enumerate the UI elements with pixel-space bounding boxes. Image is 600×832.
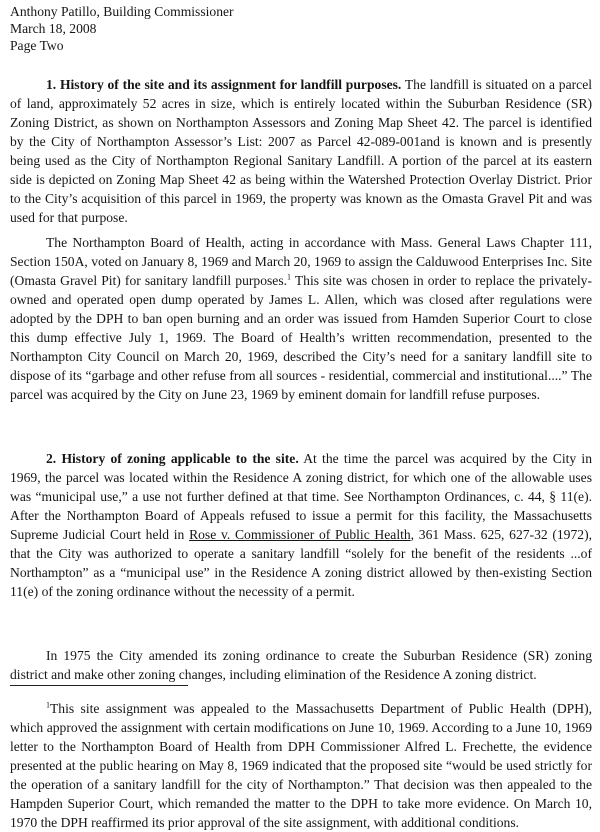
board-of-health-body-b: This site was chosen in order to replace the privately-owned and operated open dump operated by James L. Allen, which was closed after regulations were adopted by the DPH to ban open burning and an order was issued from Hamden Superior Court to close this dump effective July 1, 1969. The Board of Health’s written recommendation, presented to the Northampton City Council on March 20, 1969, described the City’s need for a sanitary landfill site to dispose of its “garbage and other refuse from all sources - residential, commercial and institutional....” The parcel was acquired by the City on June 23, 1969 by eminent domain for landfill refuse purposes.: [10, 273, 592, 402]
header-page-number: Page Two: [10, 38, 64, 53]
section-2-body-b: , 361 Mass. 625, 627-32 (1972), that the City was authorized to operate a sanitary landfill “solely for the benefit of the residents ...of Northampton” as a “municipal use” in the Residence A zoning district allowed by then-existing Section 11(e) of the zoning ordinance without the necessity of a permit.: [10, 527, 593, 599]
section-2-body-a: At the time the parcel was acquired by the City in 1969, the parcel was located within the Residence A zoning district, for which one of the allowable uses was “municipal use,” a use not further defined at that time. See Northampton Ordinances, c. 44, § 11(e). After the Northampton Board of Appeals refused to issue a permit for this facility, the Massachusetts Supreme Judicial Court held in: [10, 451, 592, 542]
zoning-1975-body: In 1975 the City amended its zoning ordinance to create the Suburban Residence (SR) zoning district and make other zoning changes, including elimination of the Residence A zoning district.: [10, 648, 592, 682]
case-citation: Rose v. Commissioner of Public Health: [189, 527, 411, 542]
section-2-paragraph: [10, 449, 592, 601]
zoning-1975-paragraph: [10, 646, 592, 684]
section-1-body: The landfill is situated on a parcel of land, approximately 52 acres in size, which is entirely located within the Suburban Residence (SR) Zoning District, as shown on Northampton Assessors and Zoning Map Sheet 42. The parcel is identified by the City of Northampton Assessor’s List: 2007 as Parcel 42-089-001and is known and is presently being used as the City of Northampton Regional Sanitary Landfill. A portion of the parcel at its eastern side is depicted on Zoning Map Sheet 42 as being within the Watershed Protection Overlay District. Prior to the City’s acquisition of this parcel in 1969, the property was known as the Omasta Gravel Pit and was used for that purpose.: [10, 77, 593, 225]
footnote-reference: 1: [287, 272, 292, 282]
footnote-body: This site assignment was appealed to the Massachusetts Department of Public Health (DPH), which approved the assignment with certain modifications on June 10, 1969. According to a June 10, 1969 letter to the Northampton Board of Health from DPH Commissioner Alfred L. Frechette, the evidence presented at the public hearing on May 8, 1969 indicated that the proposed site “would be used strictly for the operation of a sanitary landfill for the city of Northampton.” That decision was then appealed to the Hampden Superior Court, which remanded the matter to the DPH to take more evidence. On March 10, 1970 the DPH reaffirmed its prior approval of the site assignment, with additional conditions.: [10, 701, 592, 830]
footnote: [10, 699, 592, 832]
footnote-divider: [10, 685, 188, 686]
section-2-heading: 2. History of zoning applicable to the site.: [46, 451, 299, 466]
board-of-health-paragraph: [10, 233, 592, 404]
section-1-heading: 1. History of the site and its assignment for landfill purposes.: [46, 77, 402, 92]
letter-header: [10, 3, 234, 54]
section-1-paragraph: [10, 75, 592, 227]
footnote-marker: 1: [46, 700, 50, 710]
board-of-health-body-a: The Northampton Board of Health, acting in accordance with Mass. General Laws Chapter 111, Section 150A, voted on January 8, 1969 and March 20, 1969 to assign the Calduwood Enterprises Inc. Site (Omasta Gravel Pit) for sanitary landfill purposes.: [10, 235, 592, 288]
header-date: March 18, 2008: [10, 21, 97, 36]
header-recipient: Anthony Patillo, Building Commissioner: [10, 4, 234, 19]
